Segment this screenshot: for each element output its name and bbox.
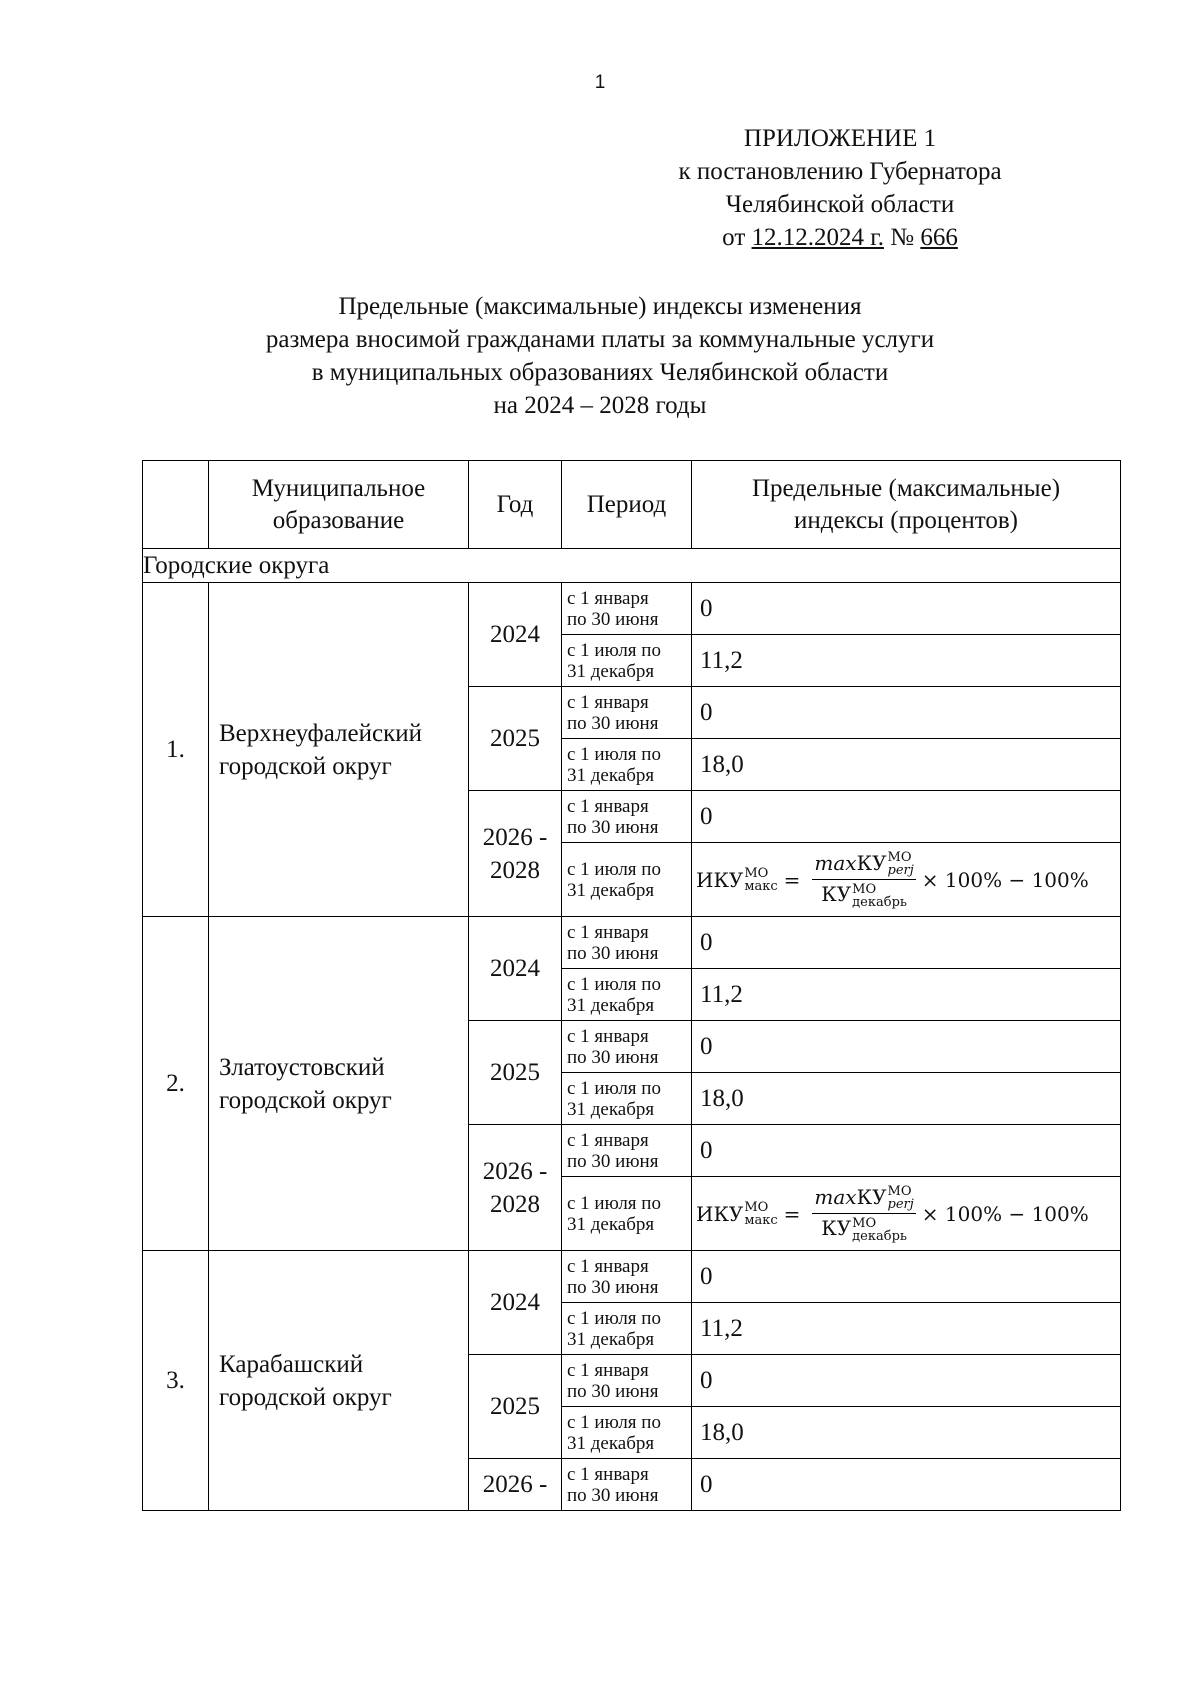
period-cell <box>562 1125 692 1177</box>
index-value: 11,2 <box>692 1303 1121 1355</box>
formula-num-scripts <box>888 851 914 877</box>
section-row <box>143 549 1121 583</box>
period-l2: по 30 июня <box>567 816 659 838</box>
municipality-name-l1: Верхнеуфалейский <box>219 719 422 747</box>
index-formula <box>692 1185 1120 1243</box>
period-l2: по 30 июня <box>567 1380 659 1402</box>
index-value: 11,2 <box>692 635 1121 687</box>
period-l1: с 1 июля по <box>567 1307 661 1329</box>
period-cell <box>562 1251 692 1303</box>
table-row <box>143 583 1121 635</box>
page-number: 1 <box>594 72 606 93</box>
formula-den-scripts <box>852 1217 907 1243</box>
period-l2: 31 декабря <box>567 994 655 1016</box>
period-l1: с 1 января <box>567 1359 649 1381</box>
table-row <box>143 917 1121 969</box>
period-l2: по 30 июня <box>567 942 659 964</box>
year-cell: 2025 <box>469 1021 562 1125</box>
municipality-name-l2: городской округ <box>219 1383 392 1411</box>
index-value: 0 <box>692 791 1121 843</box>
period-cell <box>562 1073 692 1125</box>
header-index <box>692 461 1121 549</box>
year-cell: 2024 <box>469 583 562 687</box>
period-l2: по 30 июня <box>567 1484 659 1506</box>
year-cell: 2026 - <box>469 1459 562 1511</box>
formula-den-sub: декабрь <box>852 894 907 910</box>
section-label: Городские округа <box>143 549 1121 583</box>
row-number: 2. <box>143 917 209 1251</box>
index-value: 0 <box>692 1355 1121 1407</box>
period-l1: с 1 июля по <box>567 1077 661 1099</box>
index-value: 11,2 <box>692 969 1121 1021</box>
formula-denominator <box>819 1214 909 1243</box>
title-line-1: Предельные (максимальные) индексы изменения <box>338 293 862 320</box>
municipality-name <box>209 917 469 1251</box>
period-l1: с 1 января <box>567 795 649 817</box>
period-l1: с 1 января <box>567 1129 649 1151</box>
index-value: 0 <box>692 1251 1121 1303</box>
index-formula <box>692 851 1120 909</box>
period-l1: с 1 января <box>567 1255 649 1277</box>
table-row <box>143 1251 1121 1303</box>
document-date: 12.12.2024 г. <box>751 224 884 251</box>
formula-num-scripts <box>888 1185 914 1211</box>
document-title <box>140 290 1060 422</box>
formula-lhs-sub: макс <box>744 1212 778 1228</box>
title-line-3: в муниципальных образованиях Челябинской области <box>311 359 889 386</box>
period-l1: с 1 января <box>567 1463 649 1485</box>
number-sign: № <box>890 224 915 251</box>
formula-lhs: ИКУ <box>696 1201 744 1226</box>
row-number: 3. <box>143 1251 209 1511</box>
formula-max: max <box>814 850 857 875</box>
period-cell <box>562 583 692 635</box>
year-cell: 2025 <box>469 1355 562 1459</box>
row-number: 1. <box>143 583 209 917</box>
period-l2: 31 декабря <box>567 1432 655 1454</box>
formula-num-sup: МО <box>887 850 912 865</box>
formula-den-sub: декабрь <box>852 1228 907 1244</box>
period-l1: с 1 января <box>567 921 649 943</box>
date-prefix: от <box>722 224 746 251</box>
year-cell: 2024 <box>469 1251 562 1355</box>
period-l1: с 1 января <box>567 587 649 609</box>
year-l2: 2028 <box>490 856 540 884</box>
formula-eq: = <box>783 867 801 892</box>
formula-denominator <box>819 880 909 909</box>
index-formula-cell <box>692 1177 1121 1251</box>
formula-lhs-sub: макс <box>744 878 778 894</box>
period-l1: с 1 июля по <box>567 858 661 880</box>
header-period: Период <box>562 461 692 549</box>
appendix-date-line <box>620 221 1060 254</box>
period-l2: 31 декабря <box>567 660 655 682</box>
year-cell: 2025 <box>469 687 562 791</box>
appendix-title: ПРИЛОЖЕНИЕ 1 <box>743 125 937 152</box>
period-cell <box>562 1177 692 1251</box>
formula-lhs-scripts <box>744 867 777 893</box>
formula-numerator <box>812 1185 915 1215</box>
period-l1: с 1 июля по <box>567 1411 661 1433</box>
formula-tail: × 100% − 100% <box>921 867 1089 892</box>
period-cell <box>562 1021 692 1073</box>
index-value: 0 <box>692 687 1121 739</box>
index-value: 18,0 <box>692 1407 1121 1459</box>
period-cell <box>562 687 692 739</box>
period-l2: по 30 июня <box>567 1046 659 1068</box>
formula-num-sub: perj <box>887 863 914 878</box>
formula-fraction <box>812 1185 915 1243</box>
period-cell <box>562 791 692 843</box>
formula-den-ku: КУ <box>821 1216 852 1240</box>
period-cell <box>562 969 692 1021</box>
title-line-2: размера вносимой гражданами платы за коммунальные услуги <box>265 326 935 353</box>
year-cell <box>469 1125 562 1251</box>
formula-lhs-scripts <box>744 1201 777 1227</box>
formula-den-ku: КУ <box>821 882 852 906</box>
formula-den-sup: МО <box>852 881 877 897</box>
year-cell: 2024 <box>469 917 562 1021</box>
period-l1: с 1 июля по <box>567 1192 661 1214</box>
formula-den-sup: МО <box>852 1215 877 1231</box>
year-l2: 2028 <box>490 1190 540 1218</box>
period-cell <box>562 739 692 791</box>
period-l2: 31 декабря <box>567 764 655 786</box>
index-value: 18,0 <box>692 1073 1121 1125</box>
period-cell <box>562 1407 692 1459</box>
municipality-name <box>209 1251 469 1511</box>
header-num <box>143 461 209 549</box>
appendix-block <box>620 122 1060 254</box>
index-value: 0 <box>692 1021 1121 1073</box>
index-value: 18,0 <box>692 739 1121 791</box>
year-l1: 2026 - <box>482 823 548 851</box>
period-l1: с 1 января <box>567 1025 649 1047</box>
formula-num-sub: perj <box>887 1197 914 1212</box>
municipality-name-l2: городской округ <box>219 1086 392 1114</box>
formula-max: max <box>814 1184 857 1209</box>
formula-lhs-sup: МО <box>744 1199 769 1215</box>
period-l2: 31 декабря <box>567 1213 655 1235</box>
index-formula-cell <box>692 843 1121 917</box>
period-cell <box>562 917 692 969</box>
header-year: Год <box>469 461 562 549</box>
municipality-name-l2: городской округ <box>219 752 392 780</box>
period-l2: 31 декабря <box>567 879 655 901</box>
period-cell <box>562 635 692 687</box>
formula-eq: = <box>783 1201 801 1226</box>
year-l1: 2026 - <box>482 1157 548 1185</box>
period-l2: по 30 июня <box>567 1276 659 1298</box>
period-l2: по 30 июня <box>567 608 659 630</box>
formula-num-ku: КУ <box>856 1184 887 1209</box>
period-l1: с 1 июля по <box>567 973 661 995</box>
header-index-l2: индексы (процентов) <box>793 506 1019 534</box>
document-number: 666 <box>920 224 958 251</box>
municipality-name-l1: Карабашский <box>219 1350 364 1378</box>
appendix-line-3: Челябинской области <box>725 191 955 218</box>
index-table <box>142 460 1121 1511</box>
formula-den-scripts <box>852 883 907 909</box>
period-l1: с 1 января <box>567 691 649 713</box>
formula-num-sup: МО <box>887 1184 912 1199</box>
index-value: 0 <box>692 1459 1121 1511</box>
header-municipality-l2: образование <box>272 506 405 534</box>
period-l2: 31 декабря <box>567 1328 655 1350</box>
period-l1: с 1 июля по <box>567 639 661 661</box>
header-municipality <box>209 461 469 549</box>
period-cell <box>562 843 692 917</box>
period-l2: по 30 июня <box>567 1150 659 1172</box>
formula-lhs: ИКУ <box>696 867 744 892</box>
title-line-4: на 2024 – 2028 годы <box>493 392 707 419</box>
period-l2: 31 декабря <box>567 1098 655 1120</box>
index-value: 0 <box>692 583 1121 635</box>
period-cell <box>562 1355 692 1407</box>
index-value: 0 <box>692 917 1121 969</box>
period-l2: по 30 июня <box>567 712 659 734</box>
header-municipality-l1: Муниципальное <box>251 474 426 502</box>
formula-tail: × 100% − 100% <box>921 1201 1089 1226</box>
index-value: 0 <box>692 1125 1121 1177</box>
municipality-name <box>209 583 469 917</box>
header-index-l1: Предельные (максимальные) <box>751 474 1061 502</box>
municipality-name-l1: Златоустовский <box>219 1053 385 1081</box>
formula-lhs-sup: МО <box>744 865 769 881</box>
period-cell <box>562 1459 692 1511</box>
appendix-line-2: к постановлению Губернатора <box>678 158 1002 185</box>
table-header-row <box>143 461 1121 549</box>
formula-numerator <box>812 851 915 881</box>
period-l1: с 1 июля по <box>567 743 661 765</box>
year-cell <box>469 791 562 917</box>
formula-fraction <box>812 851 915 909</box>
period-cell <box>562 1303 692 1355</box>
formula-num-ku: КУ <box>856 850 887 875</box>
